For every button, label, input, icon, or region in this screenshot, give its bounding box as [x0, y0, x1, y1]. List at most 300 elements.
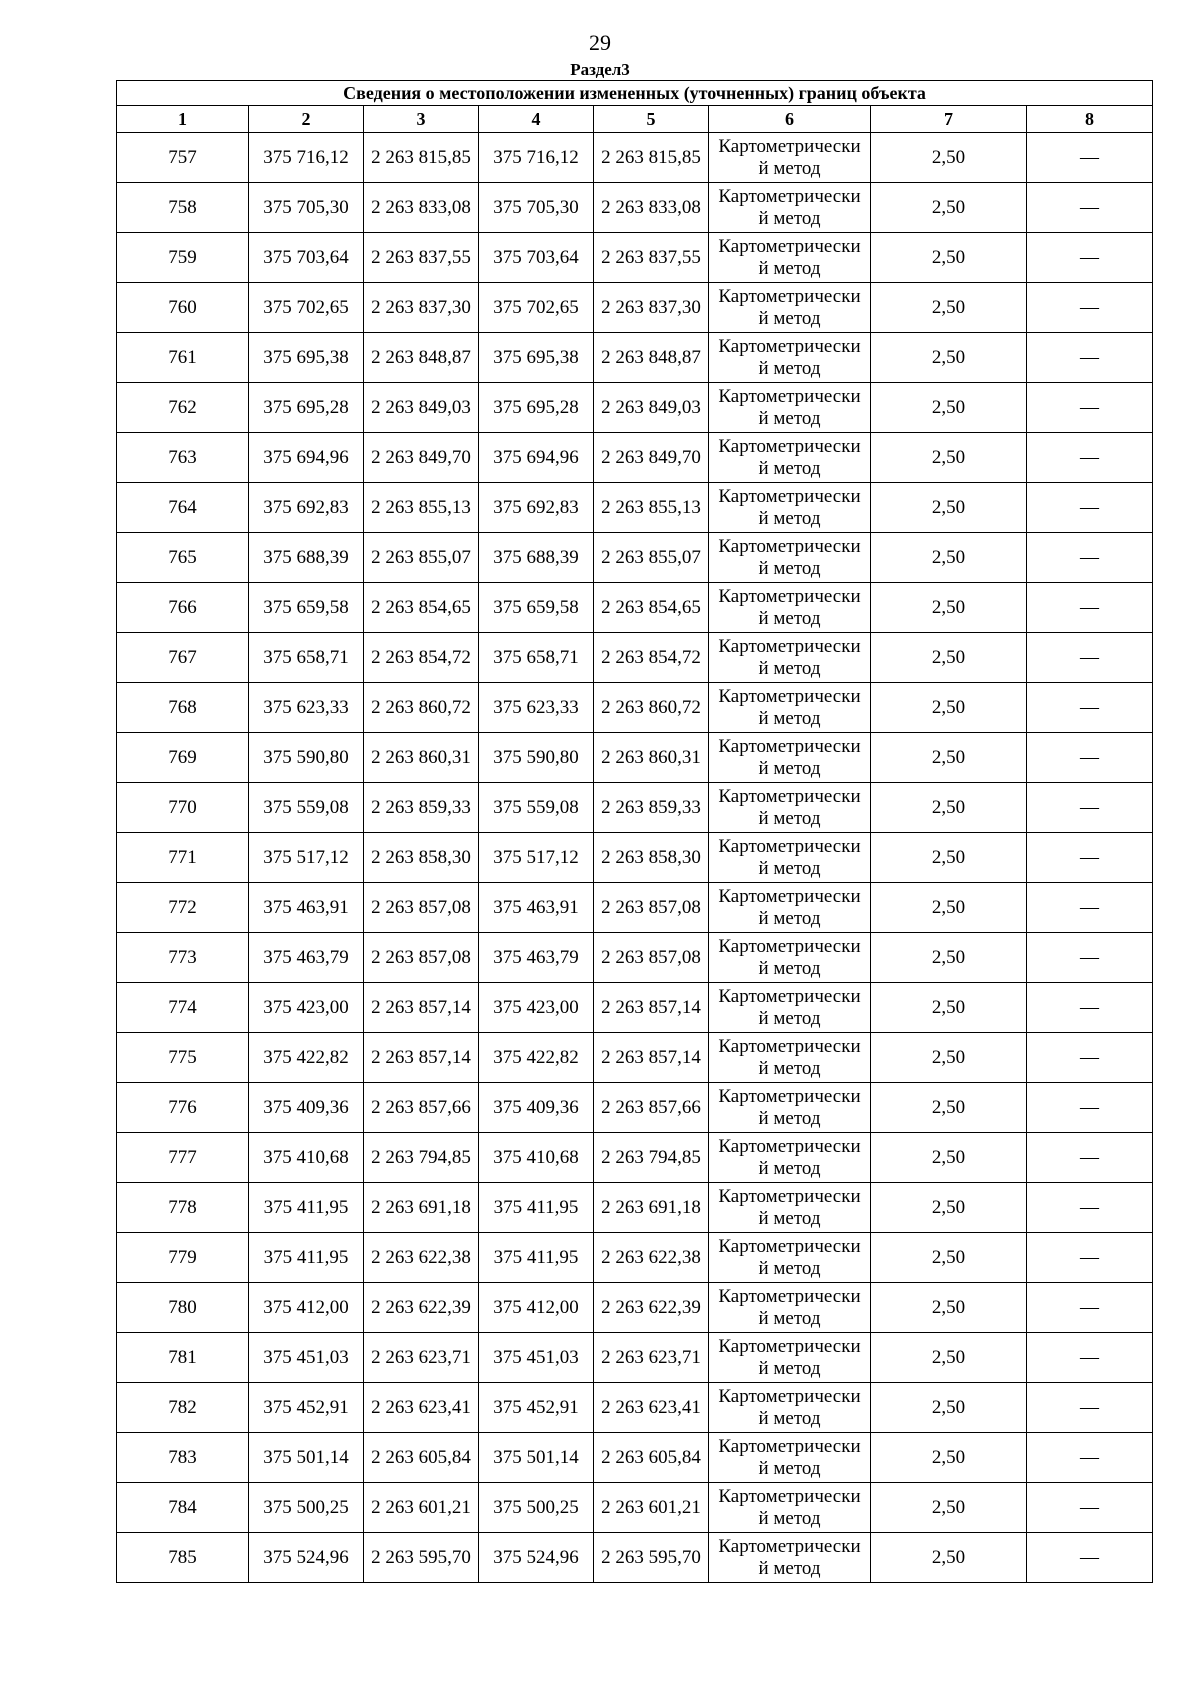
table-row [117, 1033, 1153, 1083]
cell-y1: 2 263 855,07 [364, 533, 479, 583]
cell-x1: 375 463,79 [249, 933, 364, 983]
cell-n: 785 [117, 1533, 249, 1583]
method-line-1: Картометрически [718, 1185, 861, 1207]
table-row [117, 833, 1153, 883]
cell-n: 760 [117, 283, 249, 333]
table-row [117, 783, 1153, 833]
column-header-row [117, 106, 1153, 133]
method-line-2: й метод [758, 1307, 821, 1329]
cell-method [709, 283, 871, 333]
cell-n: 768 [117, 683, 249, 733]
cell-x1: 375 694,96 [249, 433, 364, 483]
table-row [117, 933, 1153, 983]
table-row [117, 483, 1153, 533]
table-row [117, 1533, 1153, 1583]
cell-x1: 375 517,12 [249, 833, 364, 883]
column-header-8: 8 [1027, 106, 1153, 133]
cell-x2: 375 451,03 [479, 1333, 594, 1383]
method-line-1: Картометрически [718, 1335, 861, 1357]
method-line-2: й метод [758, 1557, 821, 1579]
cell-note: — [1027, 583, 1153, 633]
cell-method [709, 983, 871, 1033]
method-line-2: й метод [758, 1507, 821, 1529]
cell-x1: 375 658,71 [249, 633, 364, 683]
cell-x2: 375 517,12 [479, 833, 594, 883]
cell-x2: 375 410,68 [479, 1133, 594, 1183]
cell-x1: 375 463,91 [249, 883, 364, 933]
cell-accuracy: 2,50 [871, 1083, 1027, 1133]
cell-n: 758 [117, 183, 249, 233]
cell-x2: 375 590,80 [479, 733, 594, 783]
cell-y2: 2 263 854,65 [594, 583, 709, 633]
cell-n: 774 [117, 983, 249, 1033]
cell-y2: 2 263 623,41 [594, 1383, 709, 1433]
cell-x1: 375 524,96 [249, 1533, 364, 1583]
cell-method [709, 1183, 871, 1233]
column-header-7: 7 [871, 106, 1027, 133]
cell-y2: 2 263 858,30 [594, 833, 709, 883]
table-row [117, 1483, 1153, 1533]
cell-y2: 2 263 622,39 [594, 1283, 709, 1333]
cell-accuracy: 2,50 [871, 1133, 1027, 1183]
cell-note: — [1027, 683, 1153, 733]
cell-note: — [1027, 433, 1153, 483]
cell-n: 764 [117, 483, 249, 533]
method-line-2: й метод [758, 1107, 821, 1129]
method-line-2: й метод [758, 1357, 821, 1379]
cell-y1: 2 263 848,87 [364, 333, 479, 383]
cell-x1: 375 623,33 [249, 683, 364, 733]
cell-n: 765 [117, 533, 249, 583]
cell-method [709, 783, 871, 833]
method-line-1: Картометрически [718, 335, 861, 357]
cell-x2: 375 463,91 [479, 883, 594, 933]
table-row [117, 233, 1153, 283]
cell-accuracy: 2,50 [871, 383, 1027, 433]
cell-y1: 2 263 622,39 [364, 1283, 479, 1333]
cell-accuracy: 2,50 [871, 883, 1027, 933]
table-row [117, 883, 1153, 933]
cell-y2: 2 263 859,33 [594, 783, 709, 833]
cell-y1: 2 263 858,30 [364, 833, 479, 883]
method-line-1: Картометрически [718, 135, 861, 157]
cell-note: — [1027, 283, 1153, 333]
cell-x2: 375 705,30 [479, 183, 594, 233]
cell-x2: 375 463,79 [479, 933, 594, 983]
cell-n: 771 [117, 833, 249, 883]
cell-accuracy: 2,50 [871, 1333, 1027, 1383]
method-line-1: Картометрически [718, 1035, 861, 1057]
cell-x1: 375 451,03 [249, 1333, 364, 1383]
cell-x1: 375 692,83 [249, 483, 364, 533]
cell-x2: 375 658,71 [479, 633, 594, 683]
cell-accuracy: 2,50 [871, 933, 1027, 983]
method-line-1: Картометрически [718, 985, 861, 1007]
table-body [117, 133, 1153, 1583]
cell-accuracy: 2,50 [871, 483, 1027, 533]
cell-x1: 375 695,28 [249, 383, 364, 433]
cell-note: — [1027, 483, 1153, 533]
cell-y2: 2 263 794,85 [594, 1133, 709, 1183]
cell-accuracy: 2,50 [871, 1283, 1027, 1333]
table-row [117, 1233, 1153, 1283]
method-line-2: й метод [758, 557, 821, 579]
cell-accuracy: 2,50 [871, 533, 1027, 583]
cell-accuracy: 2,50 [871, 183, 1027, 233]
cell-note: — [1027, 233, 1153, 283]
column-header-5: 5 [594, 106, 709, 133]
cell-n: 772 [117, 883, 249, 933]
table-caption: Сведения о местоположении измененных (уточненных) границ объекта [117, 81, 1153, 106]
cell-note: — [1027, 1183, 1153, 1233]
cell-y1: 2 263 623,41 [364, 1383, 479, 1433]
cell-note: — [1027, 333, 1153, 383]
cell-y1: 2 263 837,30 [364, 283, 479, 333]
method-line-2: й метод [758, 457, 821, 479]
method-line-1: Картометрически [718, 1285, 861, 1307]
cell-y2: 2 263 837,55 [594, 233, 709, 283]
cell-n: 778 [117, 1183, 249, 1233]
boundary-table [116, 80, 1153, 1583]
cell-y2: 2 263 857,14 [594, 983, 709, 1033]
cell-note: — [1027, 1383, 1153, 1433]
method-line-2: й метод [758, 907, 821, 929]
cell-method [709, 483, 871, 533]
cell-note: — [1027, 833, 1153, 883]
cell-method [709, 1483, 871, 1533]
method-line-2: й метод [758, 207, 821, 229]
cell-method [709, 1283, 871, 1333]
cell-y1: 2 263 815,85 [364, 133, 479, 183]
table-row [117, 683, 1153, 733]
cell-y2: 2 263 623,71 [594, 1333, 709, 1383]
cell-note: — [1027, 1433, 1153, 1483]
cell-n: 782 [117, 1383, 249, 1433]
cell-method [709, 833, 871, 883]
cell-x1: 375 703,64 [249, 233, 364, 283]
method-line-1: Картометрически [718, 1435, 861, 1457]
cell-y1: 2 263 837,55 [364, 233, 479, 283]
method-line-1: Картометрически [718, 1485, 861, 1507]
method-line-1: Картометрически [718, 185, 861, 207]
cell-y1: 2 263 595,70 [364, 1533, 479, 1583]
cell-x1: 375 422,82 [249, 1033, 364, 1083]
cell-y2: 2 263 849,03 [594, 383, 709, 433]
table-row [117, 533, 1153, 583]
method-line-1: Картометрически [718, 1235, 861, 1257]
cell-n: 767 [117, 633, 249, 683]
cell-accuracy: 2,50 [871, 333, 1027, 383]
method-line-1: Картометрически [718, 385, 861, 407]
cell-y1: 2 263 857,66 [364, 1083, 479, 1133]
method-line-2: й метод [758, 1007, 821, 1029]
cell-x2: 375 703,64 [479, 233, 594, 283]
cell-x1: 375 452,91 [249, 1383, 364, 1433]
cell-x1: 375 500,25 [249, 1483, 364, 1533]
cell-method [709, 683, 871, 733]
cell-x1: 375 559,08 [249, 783, 364, 833]
cell-x1: 375 716,12 [249, 133, 364, 183]
cell-x2: 375 524,96 [479, 1533, 594, 1583]
cell-note: — [1027, 1133, 1153, 1183]
method-line-1: Картометрически [718, 585, 861, 607]
cell-note: — [1027, 983, 1153, 1033]
cell-method [709, 583, 871, 633]
cell-accuracy: 2,50 [871, 683, 1027, 733]
cell-n: 766 [117, 583, 249, 633]
cell-x2: 375 694,96 [479, 433, 594, 483]
cell-y2: 2 263 857,14 [594, 1033, 709, 1083]
cell-note: — [1027, 183, 1153, 233]
cell-x1: 375 688,39 [249, 533, 364, 583]
cell-x2: 375 500,25 [479, 1483, 594, 1533]
cell-y1: 2 263 857,08 [364, 933, 479, 983]
cell-x2: 375 695,28 [479, 383, 594, 433]
method-line-1: Картометрически [718, 285, 861, 307]
method-line-2: й метод [758, 157, 821, 179]
cell-method [709, 1383, 871, 1433]
method-line-2: й метод [758, 807, 821, 829]
cell-note: — [1027, 933, 1153, 983]
cell-method [709, 1433, 871, 1483]
cell-x1: 375 705,30 [249, 183, 364, 233]
cell-method [709, 133, 871, 183]
cell-note: — [1027, 1083, 1153, 1133]
table-row [117, 1433, 1153, 1483]
column-header-3: 3 [364, 106, 479, 133]
cell-accuracy: 2,50 [871, 1383, 1027, 1433]
cell-y1: 2 263 601,21 [364, 1483, 479, 1533]
cell-x1: 375 501,14 [249, 1433, 364, 1483]
cell-y1: 2 263 794,85 [364, 1133, 479, 1183]
cell-y1: 2 263 605,84 [364, 1433, 479, 1483]
cell-x2: 375 559,08 [479, 783, 594, 833]
method-line-1: Картометрически [718, 1135, 861, 1157]
cell-method [709, 333, 871, 383]
cell-method [709, 1083, 871, 1133]
cell-note: — [1027, 1533, 1153, 1583]
cell-x1: 375 410,68 [249, 1133, 364, 1183]
method-line-2: й метод [758, 757, 821, 779]
cell-y2: 2 263 855,13 [594, 483, 709, 533]
cell-x2: 375 695,38 [479, 333, 594, 383]
cell-y2: 2 263 860,31 [594, 733, 709, 783]
method-line-1: Картометрически [718, 635, 861, 657]
cell-note: — [1027, 883, 1153, 933]
cell-x2: 375 423,00 [479, 983, 594, 1033]
method-line-2: й метод [758, 1457, 821, 1479]
cell-n: 776 [117, 1083, 249, 1133]
cell-x1: 375 702,65 [249, 283, 364, 333]
table-row [117, 283, 1153, 333]
cell-method [709, 1133, 871, 1183]
cell-y2: 2 263 595,70 [594, 1533, 709, 1583]
method-line-1: Картометрически [718, 735, 861, 757]
cell-method [709, 533, 871, 583]
method-line-2: й метод [758, 257, 821, 279]
cell-n: 773 [117, 933, 249, 983]
cell-x2: 375 659,58 [479, 583, 594, 633]
cell-method [709, 383, 871, 433]
section-title: Раздел3 [570, 60, 630, 79]
method-line-2: й метод [758, 307, 821, 329]
cell-method [709, 1233, 871, 1283]
method-line-1: Картометрически [718, 235, 861, 257]
cell-note: — [1027, 1333, 1153, 1383]
method-line-1: Картометрически [718, 835, 861, 857]
method-line-1: Картометрически [718, 935, 861, 957]
method-line-2: й метод [758, 607, 821, 629]
method-line-2: й метод [758, 1207, 821, 1229]
cell-note: — [1027, 1233, 1153, 1283]
cell-n: 783 [117, 1433, 249, 1483]
cell-note: — [1027, 1033, 1153, 1083]
cell-y2: 2 263 855,07 [594, 533, 709, 583]
table-row [117, 583, 1153, 633]
table-row [117, 133, 1153, 183]
method-line-1: Картометрически [718, 535, 861, 557]
table-row [117, 1183, 1153, 1233]
cell-note: — [1027, 533, 1153, 583]
cell-x2: 375 409,36 [479, 1083, 594, 1133]
cell-y1: 2 263 855,13 [364, 483, 479, 533]
cell-x1: 375 423,00 [249, 983, 364, 1033]
table-row [117, 733, 1153, 783]
cell-y1: 2 263 854,65 [364, 583, 479, 633]
method-line-1: Картометрически [718, 785, 861, 807]
cell-x2: 375 501,14 [479, 1433, 594, 1483]
cell-y2: 2 263 605,84 [594, 1433, 709, 1483]
cell-accuracy: 2,50 [871, 1233, 1027, 1283]
cell-accuracy: 2,50 [871, 1183, 1027, 1233]
cell-n: 763 [117, 433, 249, 483]
cell-n: 757 [117, 133, 249, 183]
method-line-1: Картометрически [718, 485, 861, 507]
cell-accuracy: 2,50 [871, 233, 1027, 283]
cell-n: 781 [117, 1333, 249, 1383]
table-row [117, 433, 1153, 483]
cell-y1: 2 263 833,08 [364, 183, 479, 233]
cell-y2: 2 263 849,70 [594, 433, 709, 483]
cell-x1: 375 659,58 [249, 583, 364, 633]
cell-note: — [1027, 133, 1153, 183]
cell-n: 769 [117, 733, 249, 783]
cell-y1: 2 263 857,14 [364, 983, 479, 1033]
column-header-4: 4 [479, 106, 594, 133]
method-line-1: Картометрически [718, 1535, 861, 1557]
cell-method [709, 1533, 871, 1583]
table-row [117, 1133, 1153, 1183]
cell-x2: 375 623,33 [479, 683, 594, 733]
cell-note: — [1027, 733, 1153, 783]
method-line-1: Картометрически [718, 1085, 861, 1107]
table-row [117, 1083, 1153, 1133]
cell-y2: 2 263 601,21 [594, 1483, 709, 1533]
cell-x1: 375 409,36 [249, 1083, 364, 1133]
cell-note: — [1027, 383, 1153, 433]
method-line-1: Картометрически [718, 685, 861, 707]
cell-x2: 375 452,91 [479, 1383, 594, 1433]
page-number: 29 [589, 30, 611, 55]
cell-note: — [1027, 1283, 1153, 1333]
cell-y2: 2 263 691,18 [594, 1183, 709, 1233]
cell-note: — [1027, 783, 1153, 833]
table-row [117, 383, 1153, 433]
cell-method [709, 183, 871, 233]
table-row [117, 983, 1153, 1033]
cell-x1: 375 695,38 [249, 333, 364, 383]
cell-accuracy: 2,50 [871, 633, 1027, 683]
cell-x1: 375 411,95 [249, 1183, 364, 1233]
cell-y1: 2 263 859,33 [364, 783, 479, 833]
cell-n: 770 [117, 783, 249, 833]
method-line-2: й метод [758, 1407, 821, 1429]
method-line-2: й метод [758, 857, 821, 879]
cell-y2: 2 263 833,08 [594, 183, 709, 233]
cell-accuracy: 2,50 [871, 583, 1027, 633]
cell-y2: 2 263 622,38 [594, 1233, 709, 1283]
cell-y2: 2 263 848,87 [594, 333, 709, 383]
cell-x2: 375 688,39 [479, 533, 594, 583]
cell-y2: 2 263 837,30 [594, 283, 709, 333]
cell-y1: 2 263 860,31 [364, 733, 479, 783]
method-line-1: Картометрически [718, 1385, 861, 1407]
cell-x2: 375 422,82 [479, 1033, 594, 1083]
method-line-2: й метод [758, 1257, 821, 1279]
method-line-2: й метод [758, 407, 821, 429]
cell-n: 777 [117, 1133, 249, 1183]
method-line-2: й метод [758, 657, 821, 679]
cell-method [709, 1333, 871, 1383]
table-row [117, 183, 1153, 233]
table-row [117, 1383, 1153, 1433]
cell-y1: 2 263 622,38 [364, 1233, 479, 1283]
table-row [117, 633, 1153, 683]
cell-y1: 2 263 623,71 [364, 1333, 479, 1383]
cell-accuracy: 2,50 [871, 283, 1027, 333]
cell-accuracy: 2,50 [871, 133, 1027, 183]
method-line-1: Картометрически [718, 435, 861, 457]
cell-x1: 375 411,95 [249, 1233, 364, 1283]
cell-accuracy: 2,50 [871, 1483, 1027, 1533]
cell-method [709, 733, 871, 783]
column-header-1: 1 [117, 106, 249, 133]
cell-n: 775 [117, 1033, 249, 1083]
cell-method [709, 633, 871, 683]
cell-x2: 375 692,83 [479, 483, 594, 533]
cell-note: — [1027, 633, 1153, 683]
cell-x2: 375 411,95 [479, 1183, 594, 1233]
table-row [117, 1283, 1153, 1333]
cell-x2: 375 716,12 [479, 133, 594, 183]
cell-y1: 2 263 691,18 [364, 1183, 479, 1233]
cell-y1: 2 263 857,08 [364, 883, 479, 933]
cell-accuracy: 2,50 [871, 833, 1027, 883]
cell-method [709, 1033, 871, 1083]
cell-y1: 2 263 860,72 [364, 683, 479, 733]
cell-accuracy: 2,50 [871, 1433, 1027, 1483]
method-line-2: й метод [758, 357, 821, 379]
cell-x2: 375 702,65 [479, 283, 594, 333]
cell-n: 762 [117, 383, 249, 433]
table-row [117, 1333, 1153, 1383]
cell-y2: 2 263 854,72 [594, 633, 709, 683]
cell-y2: 2 263 857,66 [594, 1083, 709, 1133]
column-header-6: 6 [709, 106, 871, 133]
method-line-1: Картометрически [718, 885, 861, 907]
cell-x1: 375 590,80 [249, 733, 364, 783]
method-line-2: й метод [758, 507, 821, 529]
